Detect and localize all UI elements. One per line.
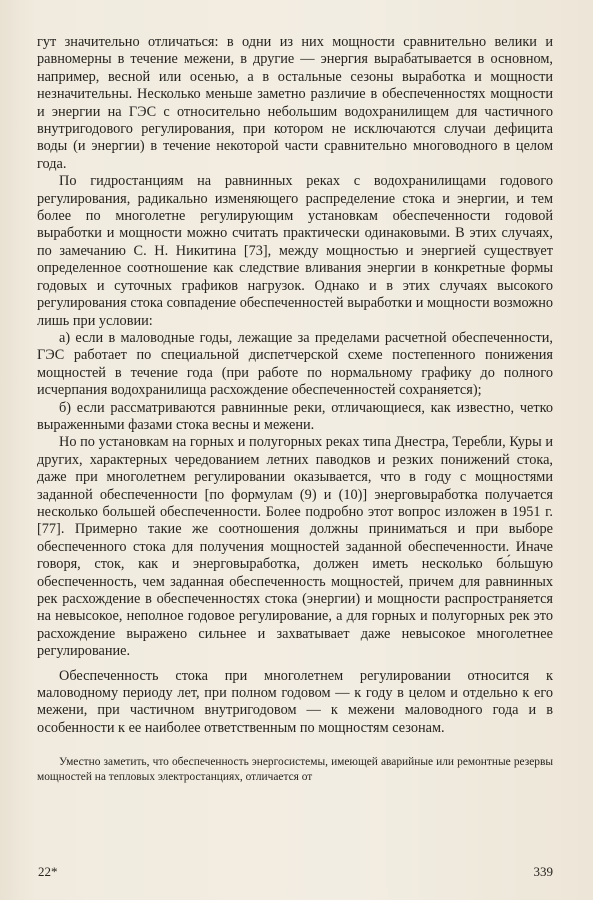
paragraph-3: Но по установкам на горных и полугорных реках типа Днестра, Теребли, Куры и других, характерных чередованием летних паводков и резких понижений стока, даже при многолетнем регулировании оказывается, что в году с мощностями заданной обеспеченности [по формулам (9) и (10)] энерговыработка получается несколько большей обеспеченности. Более подробно этот вопрос изложен в 1951 г. [77]. Примерно такие же соотношения должны приниматься и при выборе обеспеченного стока для получения мощностей заданной обеспеченности. Иначе говоря, сток, как и энерговыработка, должен иметь несколько бо́льшую обеспеченность, чем заданная обеспеченность мощностей, причем для равнинных рек расхождение в обеспеченностях стока (энергии) и мощности распространяется на невысокое, неполное годовое регулирование, а для горных и полугорных рек это расхождение выражено сильнее и захватывает даже невысокое многолетнее регулирование. <box>37 434 553 660</box>
paragraph-4: Обеспеченность стока при многолетнем регулировании относится к маловодному периоду лет, при полном годовом — к году в целом и отдельно к его межени, при частичном внутригодовом — к межени маловодного года и в особенности к ее наиболее ответственным по мощностям сезонам. <box>37 667 553 736</box>
condition-b: б) если рассматриваются равнинные реки, отличающиеся, как известно, четко выраженными фазами стока весны и межени. <box>37 399 553 433</box>
footnote: Уместно заметить, что обеспеченность энергосистемы, имеющей аварийные или ремонтные резервы мощностей на тепловых электростанциях, отличается от <box>37 756 553 783</box>
condition-a: а) если в маловодные годы, лежащие за пределами расчетной обеспеченности, ГЭС работает по специальной диспетчерской схеме постепенного понижения мощностей в течение года (при работе по нормальному графику до полного исчерпания водохранилища расхождение обеспеченностей сохраняется); <box>37 329 553 399</box>
page-number: 339 <box>533 864 553 879</box>
paragraph-2: По гидростанциям на равнинных реках с водохранилищами годового регулирования, радикально изменяющего распределение стока и энергии, и тем более по многолетне регулирующим установкам обеспеченности годовой выработки и мощности можно считать практически одинаковыми. В этих случаях, по замечанию С. Н. Никитина [73], между мощностью и энергией существует определенное соотношение как следствие вливания энергии в конкретные формы годовых и суточных графиков нагрузок. Однако и в этих случаях высокого регулирования стока совпадение обеспеченностей выработки и мощности возможно лишь при условии: <box>37 173 553 329</box>
signature-mark: 22* <box>38 864 58 879</box>
paragraph-1: гут значительно отличаться: в одни из них мощности сравнительно велики и равномерны в течение межени, в другие — энергия вырабатывается в основном, например, весной или осенью, а в остальные сезоны выработка и мощности незначительны. Несколько меньше заметно различие в обеспеченностях мощности и энергии на ГЭС с относительно небольшим водохранилищем для частичного внутригодового регулирования, при котором не исключаются случаи дефицита воды (и энергии) в течение некоторой части сравнительно многоводного в целом года. <box>37 34 553 172</box>
